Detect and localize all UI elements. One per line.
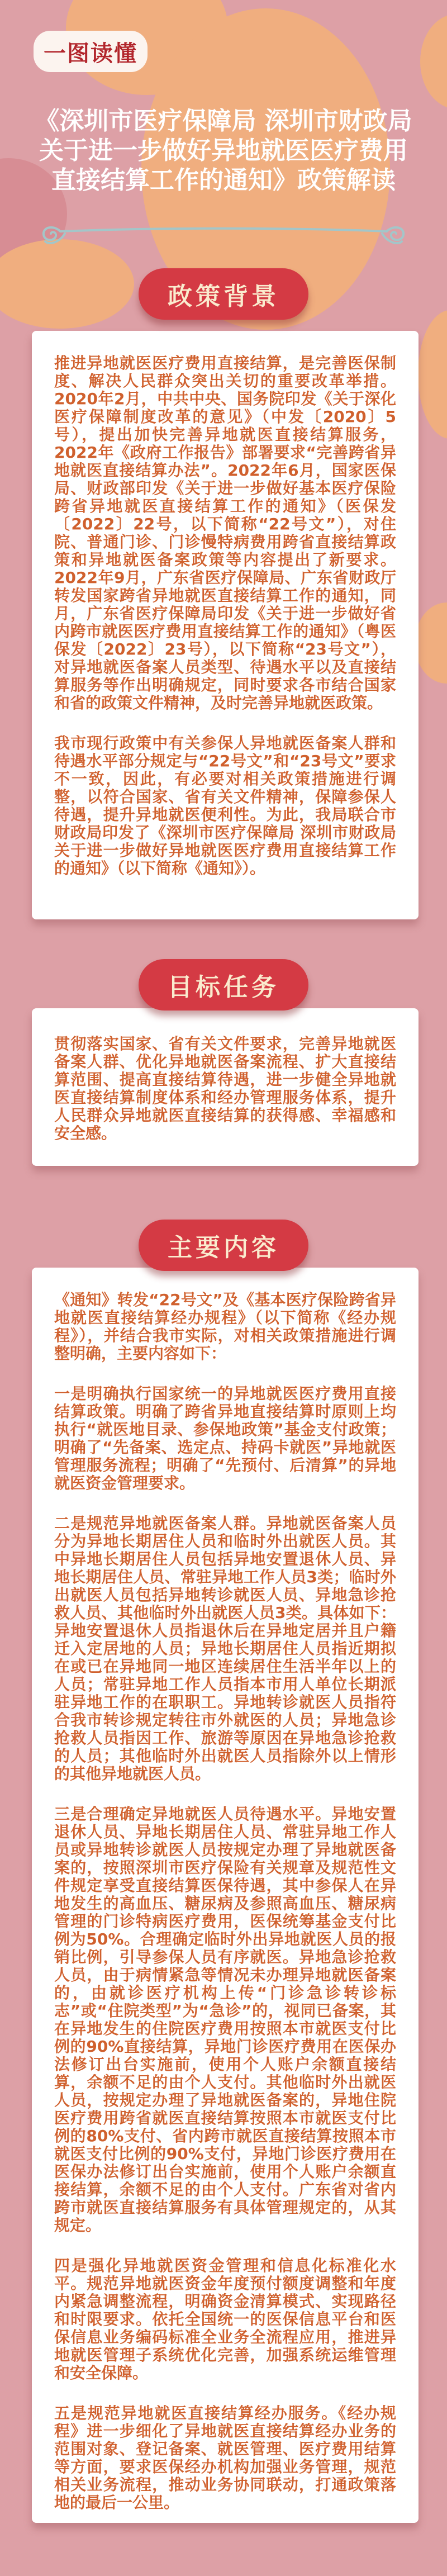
paragraph: 一是明确执行国家统一的异地就医医疗费用直接结算政策。明确了跨省异地直接结算时原则上均执行“就医地目录、参保地政策”基金支付政策；明确了“先备案、选定点、持码卡就医”异地就医管理服务流程；明确了“先预付、后清算”的异地就医资金管理要求。 <box>54 1384 396 1492</box>
section-badge-goals-tasks <box>139 959 308 1011</box>
main-content-card <box>32 1268 419 2523</box>
section-badge-label: 主要内容 <box>168 1234 279 1262</box>
goals-tasks-card <box>32 1008 419 1166</box>
decor-blob-orange-right-top <box>420 14 447 109</box>
paragraph: 五是规范异地就医直接结算经办服务。《经办规程》进一步细化了异地就医直接结算经办业务的范围对象、登记备案、就医管理、医疗费用结算等方面，要求医保经办机构加强业务管理，规范相关业务流程，推动业务协同联动，打通政策落地的最后一公里。 <box>54 2404 396 2512</box>
decor-blob-orange-right-mid1 <box>418 310 447 439</box>
page-title-line-3: 直接结算工作的通知》政策解读 <box>51 166 396 194</box>
section-badge-label: 政策背景 <box>168 282 279 311</box>
policy-background-card <box>32 331 419 919</box>
read-in-one-image-badge <box>34 31 148 72</box>
paragraph: 贯彻落实国家、省有关文件要求，完善异地就医备案人群、优化异地就医备案流程、扩大直接结算范围、提高直接结算待遇，进一步健全异地就医直接结算制度体系和经办管理服务体系，提升人民群众异地就医直接结算的获得感、幸福感和安全感。 <box>54 1035 396 1142</box>
section-badge-main-content <box>139 1220 308 1271</box>
paragraph: 我市现行政策中有关参保人异地就医备案人群和待遇水平部分规定与“22号文”和“23号文”要求不一致，因此，有必要对相关政策措施进行调整，以符合国家、省有关文件精神，保障参保人待遇，提升异地就医便利性。为此，我局联合市财政局印发了《深圳市医疗保障局 深圳市财政局关于进一步做好异地就医医疗费用直接结算工作的通知》（以下简称《通知》）。 <box>54 734 396 877</box>
paragraph: 三是合理确定异地就医人员待遇水平。异地安置退休人员、异地长期居住人员、常驻异地工作人员或异地转诊就医人员按规定办理了异地就医备案的，按照深圳市医疗保险有关规章及规范性文件规定享受直接结算医保待遇，其中参保人在异地发生的高血压、糖尿病及参照高血压、糖尿病管理的门诊特病医疗费用，医保统筹基金支付比例为50%。合理确定临时外出异地就医人员的报销比例，引导参保人员有序就医。异地急诊抢救人员，由于病情紧急等情况未办理异地就医备案的，由就诊医疗机构上传“门诊急诊转诊标志”或“住院类型”为“急诊”的，视同已备案，其在异地发生的住院医疗费用按照本市就医支付比例的90%直接结算，异地门诊医疗费用在医保办法修订出台实施前，使用个人账户余额直接结算，余额不足的由个人支付。其他临时外出就医人员，按规定办理了异地就医备案的，异地住院医疗费用跨省就医直接结算按照本市就医支付比例的80%支付、省内跨市就医直接结算按照本市就医支付比例的90%支付，异地门诊医疗费用在医保办法修订出台实施前，使用个人账户余额直接结算，余额不足的由个人支付。广东省对省内跨市就医直接结算服务有具体管理规定的，从其规定。 <box>54 1805 396 2235</box>
page-title-line-2: 关于进一步做好异地就医医疗费用 <box>39 136 408 165</box>
paragraph: 二是规范异地就医备案人群。异地就医备案人员分为异地长期居住人员和临时外出就医人员。其中异地长期居住人员包括异地安置退休人员、异地长期居住人员、常驻异地工作人员3类；临时外出就医人员包括异地转诊就医人员、异地急诊抢救人员、其他临时外出就医人员3类。具体如下：异地安置退休人员指退休后在异地定居并且户籍迁入定居地的人员；异地长期居住人员指近期拟在或已在异地同一地区连续居住生活半年以上的人员；常驻异地工作人员指本市用人单位长期派驻异地工作的在职职工。异地转诊就医人员指符合我市转诊规定转往市外就医的人员；异地急诊抢救人员指因工作、旅游等原因在异地急诊抢救的人员；其他临时外出就医人员指除外以上情形的其他异地就医人员。 <box>54 1514 396 1783</box>
section-badge-label: 目标任务 <box>168 973 279 1002</box>
section-badge-policy-background <box>139 268 308 320</box>
page-title-line-1: 《深圳市医疗保障局 深圳市财政局 <box>35 107 412 135</box>
paragraph: 四是强化异地就医资金管理和信息化标准化水平。规范异地就医资金年度预付额度调整和年度内紧急调整流程，明确资金清算模式、实现路径和时限要求。依托全国统一的医保信息平台和医保信息业务编码标准全业务全流程应用，推进异地就医管理子系统优化完善，加强系统运维管理和安全保障。 <box>54 2256 396 2382</box>
page-title <box>0 106 447 195</box>
read-badge-label: 一图读懂 <box>44 40 137 67</box>
paragraph: 《通知》转发“22号文”及《基本医疗保险跨省异地就医直接结算经办规程》（以下简称《经办规程》），并结合我市实际，对相关政策措施进行调整明确，主要内容如下： <box>54 1291 396 1363</box>
decor-blob-orange-left <box>0 239 134 329</box>
paragraph: 推进异地就医医疗费用直接结算，是完善医保制度、解决人民群众突出关切的重要改革举措。2020年2月，中共中央、国务院印发《关于深化医疗保障制度改革的意见》（中发〔2020〕5号），提出加快完善异地就医直接结算服务，2022年《政府工作报告》部署要求“完善跨省异地就医直接结算办法”。2022年6月，国家医保局、财政部印发《关于进一步做好基本医疗保险跨省异地就医直接结算工作的通知》（医保发〔2022〕22号，以下简称“22号文”），对住院、普通门诊、门诊慢特病费用跨省直接结算政策和异地就医备案政策等内容提出了新要求。2022年9月，广东省医疗保障局、广东省财政厅转发国家跨省异地就医直接结算工作的通知，同月，广东省医疗保障局印发《关于进一步做好省内跨市就医医疗费用直接结算工作的通知》（粤医保发〔2022〕23号），以下简称“23号文”），对异地就医备案人员类型、待遇水平以及直接结算服务等作出明确规定，同时要求各市结合国家和省的政策文件精神，及时完善异地就医政策。 <box>54 354 396 712</box>
swirl-divider-icon <box>39 222 408 248</box>
decor-blob-orange-right-mid2 <box>415 603 447 684</box>
